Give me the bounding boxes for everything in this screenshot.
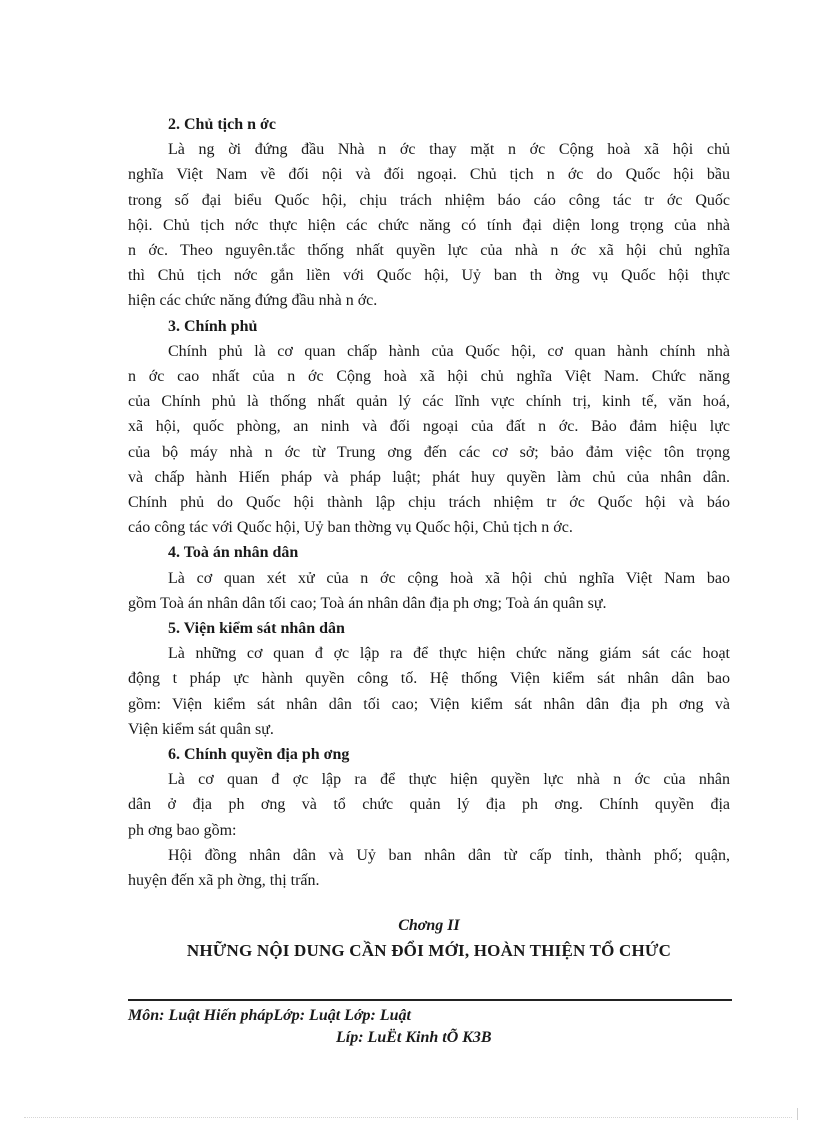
page-edge-divider [24,1117,792,1118]
paragraph-line: Là cơ quan xét xử của n ớc cộng hoà xã hội chủ nghĩa Việt Nam bao [168,569,730,587]
section-heading: 5. Viện kiểm sát nhân dân [168,620,345,638]
paragraph-line: động t pháp ực hành quyền công tố. Hệ thống Viện kiểm sát nhân dân bao [128,670,730,688]
paragraph-line: xã hội, quốc phòng, an ninh và đối ngoại của đất n ớc. Bảo đảm hiệu lực [128,418,730,436]
paragraph-line: hội. Chủ tịch nớc thực hiện các chức năng có tính đại diện long trọng của nhà [128,216,730,234]
paragraph-line: Là cơ quan đ ợc lập ra để thực hiện quyền lực nhà n ớc của nhân [168,771,730,789]
paragraph-line: Chính phủ do Quốc hội thành lập chịu trách nhiệm tr ớc Quốc hội và báo [128,494,730,512]
footer-class-line: Líp: LuËt Kinh tÕ K3B [336,1029,492,1046]
paragraph-line: n ớc. Theo nguyên.tắc thống nhất quyền lực của nhà n ớc xã hội chủ nghĩa [128,242,730,260]
page-footer [128,999,732,1049]
paragraph-line: gồm Toà án nhân dân tối cao; Toà án nhân dân địa ph ơng; Toà án quân sự. [128,594,607,612]
paragraph-line: n ớc cao nhất của n ớc Cộng hoà xã hội chủ nghĩa Việt Nam. Chức năng [128,368,730,386]
paragraph-line: trong số đại biểu Quốc hội, chịu trách nhiệm báo cáo công tác tr ớc Quốc [128,191,730,209]
section-heading: 4. Toà án nhân dân [168,544,299,562]
footer-subject-line: Môn: Luật Hiến phápLớp: Luật Lớp: Luật [128,1007,411,1024]
paragraph-line: của bộ máy nhà n ớc từ Trung ơng đến các cơ sở; bảo đảm việc tôn trọng [128,443,730,461]
paragraph-line: hiện các chức năng đứng đầu nhà n ớc. [128,292,378,310]
chapter-title: NHỮNG NỘI DUNG CẦN ĐỔI MỚI, HOÀN THIỆN TỔ CHỨC [186,941,672,961]
paragraph-line: và chấp hành Hiến pháp và pháp luật; phát huy quyền làm chủ của nhân dân. [128,468,730,486]
paragraph-line: dân ở địa ph ơng và tổ chức quản lý địa ph ơng. Chính quyền địa [128,796,730,814]
section-heading: 2. Chủ tịch n ớc [168,116,276,133]
section-heading: 3. Chính phủ [168,317,258,335]
paragraph-line: của Chính phủ là thống nhất quản lý các lĩnh vực chính trị, kinh tế, văn hoá, [128,393,730,411]
paragraph-line: Hội đồng nhân dân và Uỷ ban nhân dân từ cấp tỉnh, thành phố; quận, [168,846,730,864]
body-text [128,112,730,893]
paragraph-line: ph ơng bao gồm: [128,821,237,839]
chapter-label: Chơng II [398,917,460,935]
paragraph-line: nghĩa Việt Nam về đối nội và đối ngoại. Chủ tịch n ớc do Quốc hội bầu [128,166,730,184]
paragraph-line: Là ng ời đứng đầu Nhà n ớc thay mặt n ớc Cộng hoà xã hội chủ [168,141,730,159]
paragraph-line: Viện kiểm sát quân sự. [128,720,274,738]
paragraph-line: Là những cơ quan đ ợc lập ra để thực hiện chức năng giám sát các hoạt [168,645,730,663]
paragraph-line: thì Chủ tịch nớc gắn liền với Quốc hội, Uỷ ban th ờng vụ Quốc hội thực [128,267,730,285]
paragraph-line: Chính phủ là cơ quan chấp hành của Quốc hội, cơ quan hành chính nhà [168,342,730,360]
page-corner-mark [797,1108,798,1120]
paragraph-line: gồm: Viện kiểm sát nhân dân tối cao; Viện kiểm sát nhân dân địa ph ơng và [128,695,730,713]
paragraph-line: cáo công tác với Quốc hội, Uỷ ban thờng vụ Quốc hội, Chủ tịch n ớc. [128,519,573,537]
document-body [128,112,730,964]
section-heading: 6. Chính quyền địa ph ơng [168,746,350,764]
paragraph-line: huyện đến xã ph ờng, thị trấn. [128,872,320,890]
